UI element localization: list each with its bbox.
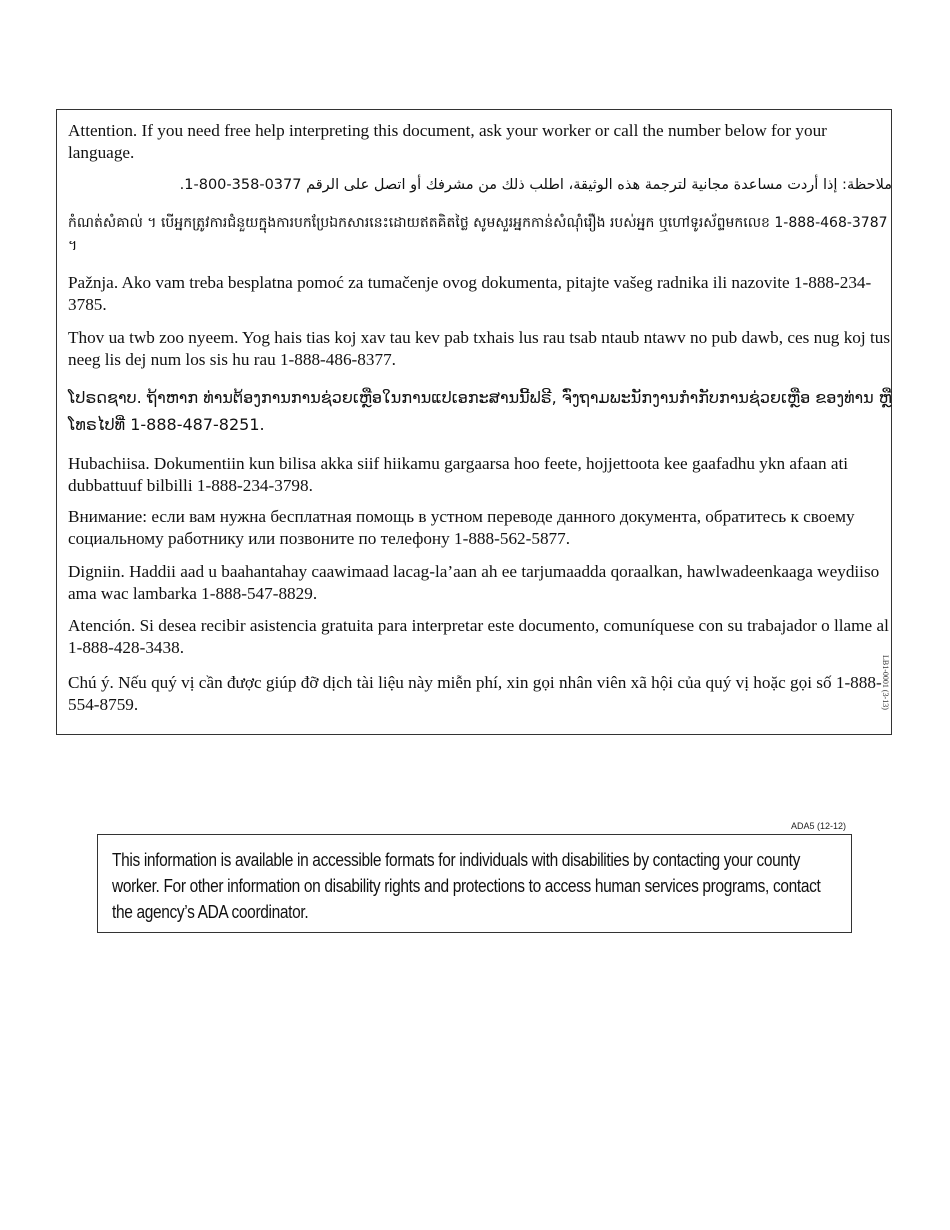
notice-russian: Внимание: если вам нужна бесплатная помощь в устном переводе данного документа, обратитесь к своему социальному работнику или позвоните по телефону 1-888-562-5877. xyxy=(68,507,855,548)
notice-english: Attention. If you need free help interpreting this document, ask your worker or call the number below for your language. xyxy=(68,121,827,162)
notice-oromo: Hubachiisa. Dokumentiin kun bilisa akka siif hiikamu gargaarsa hoo feete, hojjettoota kee gaafadhu ykn afaan ati dubbattuuf bilbilli 1-888-234-3798. xyxy=(68,454,849,495)
notice-bosnian: Pažnja. Ako vam treba besplatna pomoć za tumačenje ovog dokumenta, pitajte vašeg radnika ili nazovite 1-888-234-3785. xyxy=(68,273,872,314)
ada-notice-text: This information is available in accessible formats for individuals with disabilities by contacting your county worker. For other information on disability rights and protections to access human services programs, contact the agency’s ADA coordinator. xyxy=(112,850,821,922)
ada-form-code: ADA5 (12-12) xyxy=(790,821,846,831)
form-code: LB1-0001 (3-13) xyxy=(881,655,890,710)
notice-khmer: កំណត់សំគាល់ ។ បើអ្នកត្រូវការជំនួយក្នុងការបកប្រែឯកសារនេះដោយឥតគិតថ្លៃ សូមសួរអ្នកកាន់សំណុំរឿង របស់អ្នក ឬហៅទូរស័ព្ទមកលេខ 1-888-468-3787 ។ xyxy=(68,215,888,254)
notice-vietnamese: Chú ý. Nếu quý vị cần được giúp đỡ dịch tài liệu này miễn phí, xin gọi nhân viên xã hội của quý vị hoặc gọi số 1-888-554-8759. xyxy=(68,673,882,714)
notice-spanish: Atención. Si desea recibir asistencia gratuita para interpretar este documento, comuníquese con su trabajador o llame al 1-888-428-3438. xyxy=(68,616,889,657)
ada-notice-box xyxy=(97,834,852,933)
notice-lao: ໂປຣດຊາບ. ຖ້າຫາກ ທ່ານຕ້ອງການການຊ່ວຍເຫຼືອໃນການແປເອກະສານນີ້ຟຣີ, ຈົ່ງຖາມພະນັກງານກຳກັບການຊ່ວຍເຫຼືອ ຂອງທ່ານ ຫຼື ໂທຣໄປທີ່ 1-888-487-8251. xyxy=(68,388,892,434)
notice-arabic: ملاحظة: إذا أردت مساعدة مجانية لترجمة هذه الوثيقة، اطلب ذلك من مشرفك أو اتصل على الرقم 0377-358-800-1. xyxy=(179,177,892,193)
language-assistance-notice xyxy=(56,109,892,735)
notice-somali: Digniin. Haddii aad u baahantahay caawimaad lacag-la’aan ah ee tarjumaadda qoraalkan, hawlwadeenkaaga weydiiso ama wac lambarka 1-888-547-8829. xyxy=(68,562,880,603)
notice-hmong: Thov ua twb zoo nyeem. Yog hais tias koj xav tau kev pab txhais lus rau tsab ntaub ntawv no pub dawb, ces nug koj tus neeg lis dej num los sis hu rau 1-888-486-8377. xyxy=(68,328,891,369)
